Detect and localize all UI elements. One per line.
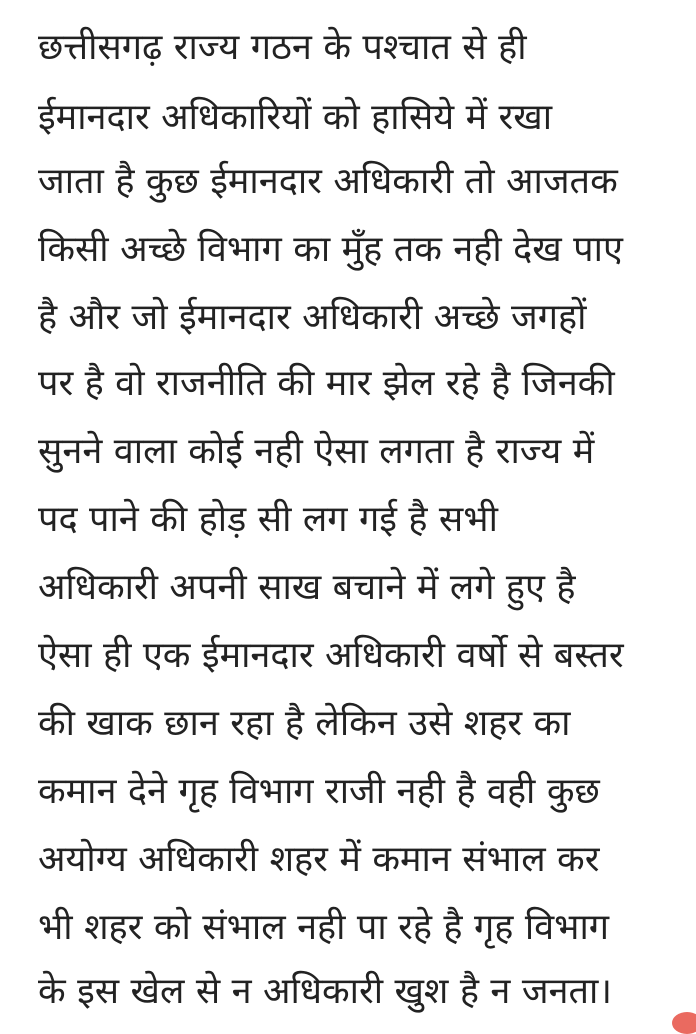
paragraph-line: अयोग्य अधिकारी शहर में कमान संभाल कर (38, 839, 600, 880)
paragraph-line: ईमानदार अधिकारियों को हासिये में रखा (38, 97, 553, 138)
paragraph-line: अधिकारी अपनी साख बचाने में लगे हुए है (38, 567, 576, 608)
paragraph-line: पद पाने की होड़ सी लग गई है सभी (38, 499, 498, 540)
paragraph-line: किसी अच्छे विभाग का मुँह तक नही देख पाए (38, 229, 623, 270)
paragraph-line: पर है वो राजनीति की मार झेल रहे है जिनकी (38, 363, 615, 404)
paragraph-line: ऐसा ही एक ईमानदार अधिकारी वर्षो से बस्तर (38, 635, 624, 676)
corner-icon-fragment (672, 1012, 696, 1034)
paragraph-line: कमान देने गृह विभाग राजी नही है वही कुछ (38, 771, 600, 812)
paragraph-line: जाता है कुछ ईमानदार अधिकारी तो आजतक (38, 161, 618, 202)
paragraph-line: भी शहर को संभाल नही पा रहे है गृह विभाग (38, 907, 610, 948)
paragraph-line: के इस खेल से न अधिकारी खुश है न जनता। (38, 971, 613, 1012)
paragraph-line: है और जो ईमानदार अधिकारी अच्छे जगहों (38, 297, 587, 338)
paragraph-line: सुनने वाला कोई नही ऐसा लगता है राज्य में (38, 431, 595, 472)
paragraph-line: की खाक छान रहा है लेकिन उसे शहर का (38, 703, 571, 744)
paragraph-line: छत्तीसगढ़ राज्य गठन के पश्चात से ही (38, 27, 527, 68)
